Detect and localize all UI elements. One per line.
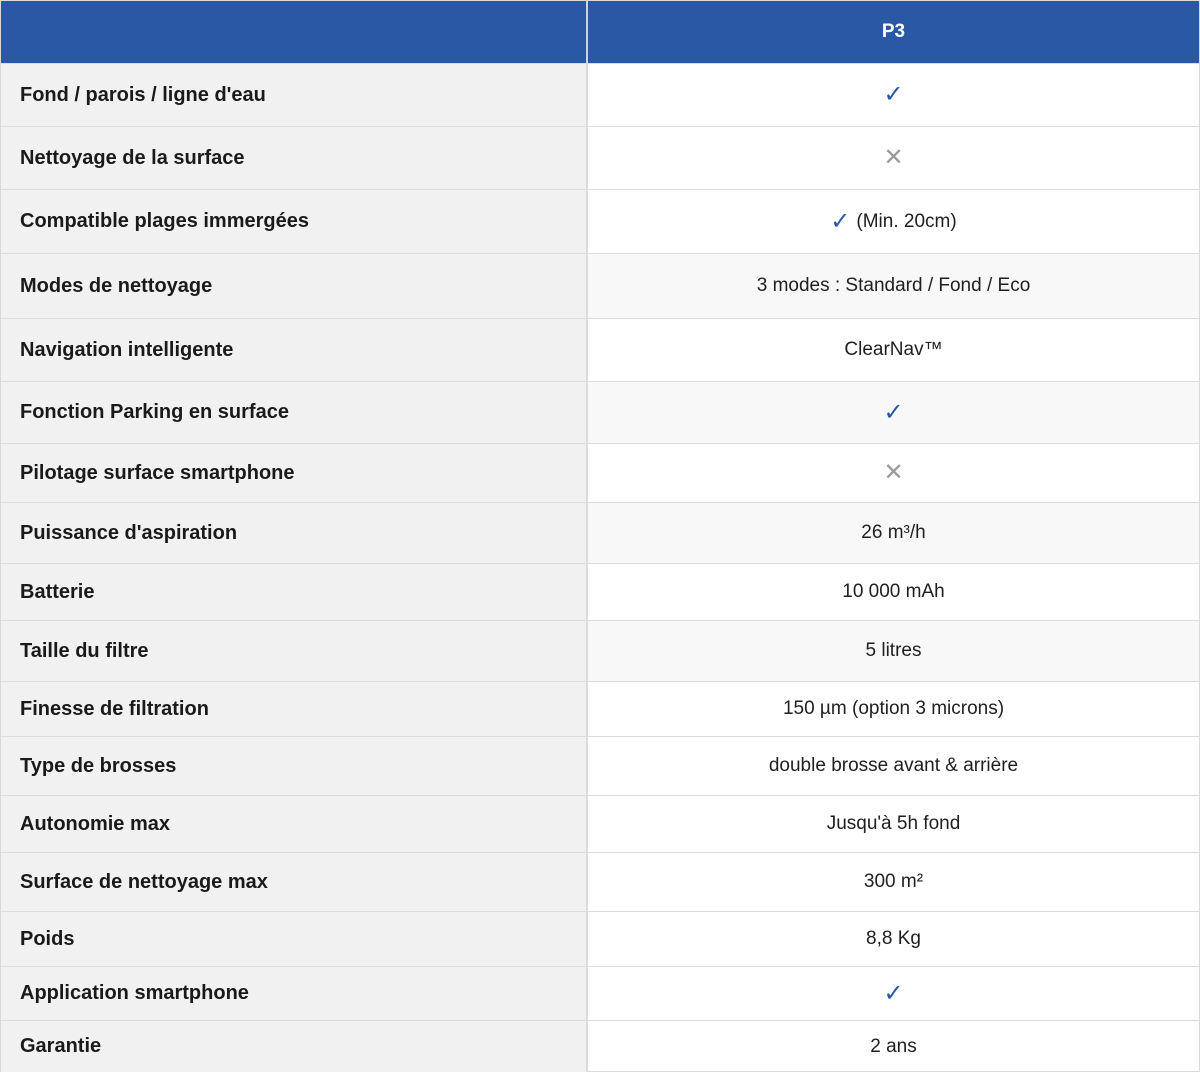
row-value-text: (Min. 20cm): [856, 210, 957, 232]
check-icon: ✓: [830, 207, 851, 235]
row-label: Modes de nettoyage: [1, 254, 588, 318]
row-label: Surface de nettoyage max: [1, 853, 588, 911]
row-value: 2 ans: [870, 1035, 917, 1057]
row-label: Garantie: [1, 1021, 588, 1072]
row-value: double brosse avant & arrière: [768, 755, 1019, 776]
row-label: Puissance d'aspiration: [1, 503, 588, 563]
row-label: Poids: [1, 912, 588, 966]
table-row: [1, 563, 1199, 620]
header-product-name: P3: [881, 21, 906, 42]
table-row: [1, 1020, 1199, 1072]
row-value: [588, 382, 1199, 443]
table-row: [1, 63, 1199, 126]
row-value: [588, 444, 1199, 502]
row-value: 300 m²: [863, 871, 924, 892]
table-row: [1, 381, 1199, 443]
row-label: Nettoyage de la surface: [1, 127, 588, 189]
row-label: Autonomie max: [1, 796, 588, 852]
table-row: [1, 253, 1199, 318]
table-row: [1, 795, 1199, 852]
row-label: Pilotage surface smartphone: [1, 444, 588, 502]
table-row: [1, 966, 1199, 1020]
row-label: Navigation intelligente: [1, 319, 588, 381]
table-row: [1, 189, 1199, 253]
row-value: [588, 967, 1199, 1020]
row-value: ClearNav™: [844, 339, 943, 360]
header-corner-cell: [1, 1, 588, 63]
row-value: 10 000 mAh: [842, 581, 945, 602]
check-icon: ✓: [883, 398, 904, 426]
table-row: [1, 681, 1199, 736]
row-label: Type de brosses: [1, 737, 588, 795]
table-row: [1, 502, 1199, 563]
row-label: Finesse de filtration: [1, 682, 588, 736]
row-value: [588, 127, 1199, 189]
row-value: 3 modes : Standard / Fond / Eco: [588, 254, 1199, 318]
value-with-icon: [830, 207, 957, 235]
table-row: [1, 736, 1199, 795]
row-label: Taille du filtre: [1, 621, 588, 681]
table-header: [1, 1, 1199, 63]
table-row: [1, 852, 1199, 911]
row-value: [588, 190, 1199, 253]
row-label: Fond / parois / ligne d'eau: [1, 64, 588, 126]
row-label: Application smartphone: [1, 967, 588, 1020]
table-row: [1, 443, 1199, 502]
row-label: Compatible plages immergées: [1, 190, 588, 253]
cross-icon: ✕: [883, 459, 904, 486]
row-value: Jusqu'à 5h fond: [826, 813, 961, 834]
table-row: [1, 911, 1199, 966]
row-value: 150 µm (option 3 microns): [782, 698, 1005, 719]
row-value: 8,8 Kg: [866, 928, 921, 949]
table-row: [1, 318, 1199, 381]
table-row: [1, 126, 1199, 189]
row-value: [588, 64, 1199, 126]
cross-icon: ✕: [883, 144, 904, 171]
row-label: Fonction Parking en surface: [1, 382, 588, 443]
row-value: 26 m³/h: [588, 503, 1199, 563]
check-icon: ✓: [883, 979, 904, 1007]
row-label: Batterie: [1, 564, 588, 620]
check-icon: ✓: [883, 81, 904, 108]
table-row: [1, 620, 1199, 681]
row-value: 5 litres: [588, 621, 1199, 681]
